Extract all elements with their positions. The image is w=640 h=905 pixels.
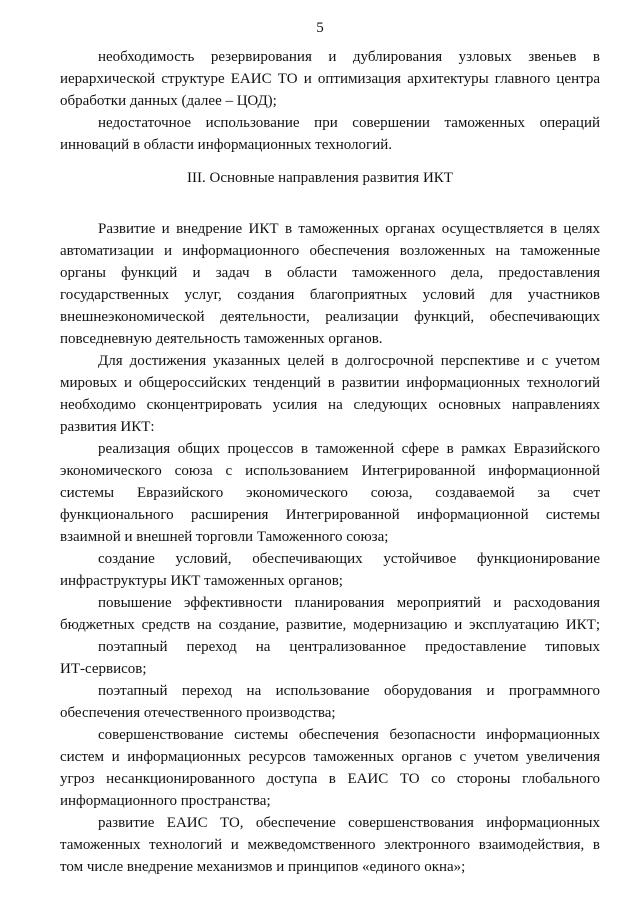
text-line: необходимость резервирования и дублирования узловых звеньев в xyxy=(98,49,600,65)
text-line: Для достижения указанных целей в долгосрочной перспективе и с учетом xyxy=(98,353,600,369)
section-heading: III. Основные направления развития ИКТ xyxy=(187,170,453,186)
text-line: государственных услуг, создания благоприятных условий для участников xyxy=(60,287,600,303)
text-line: развитие ЕАИС ТО, обеспечение совершенствования информационных xyxy=(98,815,600,831)
text-line: взаимной и внешней торговли Таможенного союза; xyxy=(60,529,389,545)
text-line: повседневную деятельность таможенных органов. xyxy=(60,331,383,347)
text-line: угроз несанкционированного доступа в ЕАИС ТО со стороны глобального xyxy=(60,771,600,787)
text-line: органы функций и задач в области таможенного дела, предоставления xyxy=(60,265,600,281)
page-number: 5 xyxy=(316,20,324,36)
text-line: недостаточное использование при совершении таможенных операций xyxy=(98,115,600,131)
text-line: мировых и общероссийских тенденций в развитии информационных технологий xyxy=(60,375,600,391)
text-line: инфраструктуры ИКТ таможенных органов; xyxy=(60,573,343,589)
text-line: систем и информационных ресурсов таможенных органов с учетом увеличения xyxy=(60,749,600,765)
text-line: ИТ-сервисов; xyxy=(60,661,147,677)
text-line: внешнеэкономической деятельности, реализации функций, обеспечивающих xyxy=(60,309,600,325)
text-line: экономического союза с использованием Интегрированной информационной xyxy=(60,463,600,479)
text-line: поэтапный переход на централизованное предоставление типовых xyxy=(98,639,600,655)
text-line: создание условий, обеспечивающих устойчивое функционирование xyxy=(98,551,600,567)
text-line: таможенных технологий и межведомственного электронного взаимодействия, в xyxy=(60,837,600,853)
text-line: бюджетных средств на создание, развитие, модернизацию и эксплуатацию ИКТ; xyxy=(60,617,600,633)
text-line: обеспечения отечественного производства; xyxy=(60,705,336,721)
section-body xyxy=(60,218,600,878)
text-line: поэтапный переход на использование оборудования и программного xyxy=(98,683,600,699)
intro-paragraphs xyxy=(60,46,600,156)
text-line: необходимо сконцентрировать усилия на следующих основных направлениях xyxy=(60,397,600,413)
text-line: инноваций в области информационных технологий. xyxy=(60,137,392,153)
text-line: информационного пространства; xyxy=(60,793,271,809)
text-line: функционального расширения Интегрированной информационной системы xyxy=(60,507,600,523)
text-line: иерархической структуре ЕАИС ТО и оптимизация архитектуры главного центра xyxy=(60,71,600,87)
text-line: Развитие и внедрение ИКТ в таможенных органах осуществляется в целях xyxy=(98,221,600,237)
text-line: системы Евразийского экономического союза, создаваемой за счет xyxy=(60,485,600,501)
text-line: повышение эффективности планирования мероприятий и расходования xyxy=(98,595,600,611)
text-line: обработки данных (далее – ЦОД); xyxy=(60,93,277,109)
text-line: автоматизации и информационного обеспечения возложенных на таможенные xyxy=(60,243,600,259)
text-line: том числе внедрение механизмов и принципов «единого окна»; xyxy=(60,859,466,875)
text-line: совершенствование системы обеспечения безопасности информационных xyxy=(98,727,600,743)
text-line: развития ИКТ: xyxy=(60,419,155,435)
text-line: реализация общих процессов в таможенной сфере в рамках Евразийского xyxy=(98,441,600,457)
